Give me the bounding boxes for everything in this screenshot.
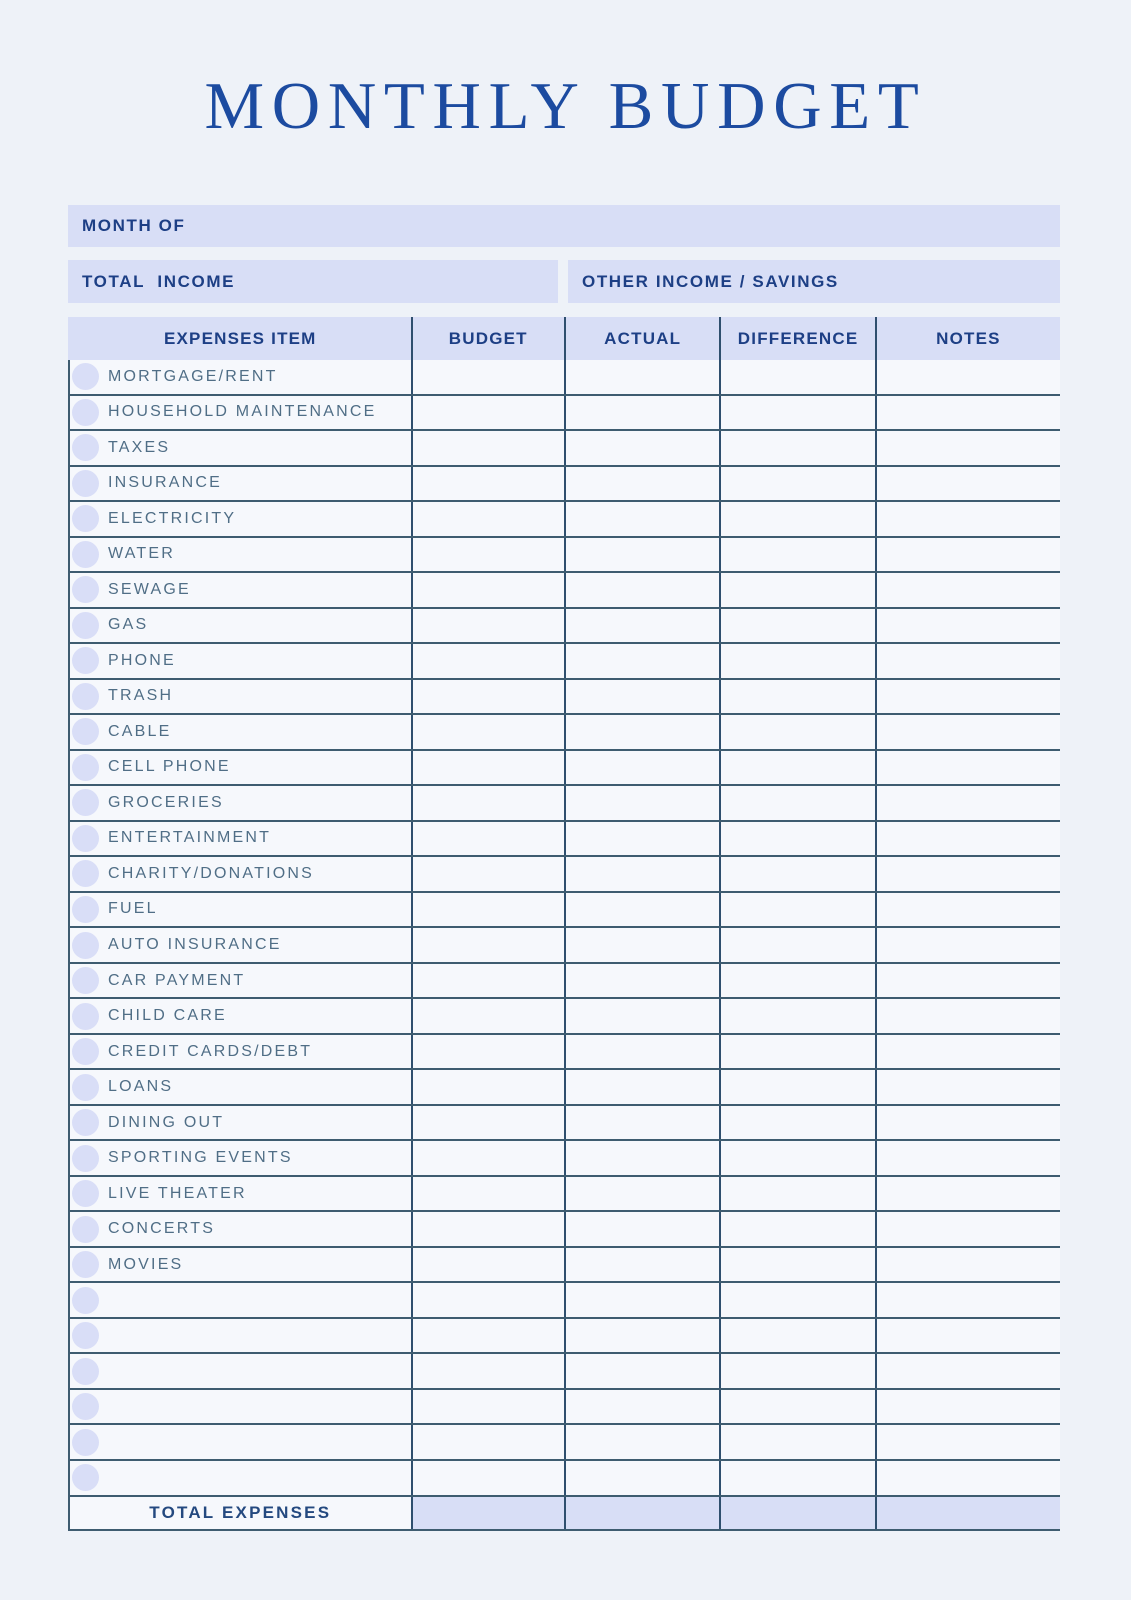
- difference-cell[interactable]: [719, 431, 874, 465]
- expense-item-label: GROCERIES: [108, 793, 224, 811]
- header-actual: ACTUAL: [564, 317, 719, 360]
- actual-cell[interactable]: [564, 431, 719, 465]
- total-income-label: TOTAL INCOME: [82, 271, 236, 291]
- difference-cell[interactable]: [719, 467, 874, 501]
- notes-cell[interactable]: [875, 502, 1060, 536]
- budget-cell[interactable]: [411, 715, 564, 749]
- expense-item-label: CREDIT CARDS/DEBT: [108, 1042, 313, 1060]
- table-row: [70, 786, 1060, 822]
- month-of-field[interactable]: [68, 205, 1060, 247]
- expense-item-cell: [70, 1212, 411, 1246]
- actual-cell[interactable]: [564, 1248, 719, 1282]
- notes-cell[interactable]: [875, 360, 1060, 394]
- notes-cell[interactable]: [875, 1177, 1060, 1211]
- notes-cell[interactable]: [875, 1035, 1060, 1069]
- difference-cell[interactable]: [719, 715, 874, 749]
- actual-cell[interactable]: [564, 1461, 719, 1495]
- difference-cell[interactable]: [719, 609, 874, 643]
- total-expenses-row: [68, 1497, 1060, 1531]
- table-row: [70, 1248, 1060, 1284]
- actual-cell[interactable]: [564, 893, 719, 927]
- budget-cell[interactable]: [411, 431, 564, 465]
- bullet-circle-icon: [72, 789, 99, 816]
- table-row: [70, 1035, 1060, 1071]
- notes-cell[interactable]: [875, 431, 1060, 465]
- difference-cell[interactable]: [719, 1212, 874, 1246]
- actual-cell[interactable]: [564, 999, 719, 1033]
- bullet-circle-icon: [72, 541, 99, 568]
- expenses-table: [68, 317, 1060, 1531]
- difference-cell[interactable]: [719, 822, 874, 856]
- difference-cell[interactable]: [719, 573, 874, 607]
- difference-cell[interactable]: [719, 1070, 874, 1104]
- bullet-circle-icon: [72, 1251, 99, 1278]
- notes-cell[interactable]: [875, 573, 1060, 607]
- actual-cell[interactable]: [564, 573, 719, 607]
- difference-cell[interactable]: [719, 502, 874, 536]
- table-row: [70, 893, 1060, 929]
- bullet-circle-icon: [72, 967, 99, 994]
- bullet-circle-icon: [72, 1038, 99, 1065]
- expense-item-cell: [70, 928, 411, 962]
- notes-cell[interactable]: [875, 715, 1060, 749]
- table-row: [70, 573, 1060, 609]
- budget-cell[interactable]: [411, 1035, 564, 1069]
- expense-item-cell: [70, 1106, 411, 1140]
- difference-cell[interactable]: [719, 1141, 874, 1175]
- expense-item-label: LIVE THEATER: [108, 1184, 247, 1202]
- difference-cell[interactable]: [719, 1106, 874, 1140]
- expense-item-label: SPORTING EVENTS: [108, 1149, 293, 1167]
- expense-item-label: LOANS: [108, 1078, 174, 1096]
- bullet-circle-icon: [72, 470, 99, 497]
- header-budget: BUDGET: [411, 317, 564, 360]
- table-row: [70, 1354, 1060, 1390]
- table-row: [70, 467, 1060, 503]
- total-income-field[interactable]: [68, 260, 558, 303]
- page-title: MONTHLY BUDGET: [204, 69, 927, 143]
- expense-item-label: ENTERTAINMENT: [108, 829, 272, 847]
- expense-item-cell: [70, 786, 411, 820]
- expense-item-label: MOVIES: [108, 1255, 184, 1273]
- expense-item-cell: [70, 1319, 411, 1353]
- table-row: [70, 964, 1060, 1000]
- table-row: [70, 609, 1060, 645]
- actual-cell[interactable]: [564, 822, 719, 856]
- notes-cell[interactable]: [875, 1319, 1060, 1353]
- difference-cell[interactable]: [719, 964, 874, 998]
- budget-cell[interactable]: [411, 467, 564, 501]
- expense-item-cell: [70, 467, 411, 501]
- table-row: [70, 999, 1060, 1035]
- bullet-circle-icon: [72, 1287, 99, 1314]
- budget-cell[interactable]: [411, 360, 564, 394]
- actual-cell[interactable]: [564, 1425, 719, 1459]
- budget-cell[interactable]: [411, 928, 564, 962]
- budget-cell[interactable]: [411, 609, 564, 643]
- bullet-circle-icon: [72, 1074, 99, 1101]
- actual-cell[interactable]: [564, 857, 719, 891]
- budget-cell[interactable]: [411, 396, 564, 430]
- budget-cell[interactable]: [411, 538, 564, 572]
- notes-cell[interactable]: [875, 964, 1060, 998]
- actual-cell[interactable]: [564, 1319, 719, 1353]
- actual-cell[interactable]: [564, 786, 719, 820]
- bullet-circle-icon: [72, 399, 99, 426]
- expense-item-cell: [70, 822, 411, 856]
- month-of-label: MONTH OF: [82, 216, 186, 235]
- bullet-circle-icon: [72, 1180, 99, 1207]
- table-row: [70, 1177, 1060, 1213]
- table-row: [70, 502, 1060, 538]
- table-row: [70, 1390, 1060, 1426]
- expense-item-label: TAXES: [108, 438, 171, 456]
- notes-cell[interactable]: [875, 538, 1060, 572]
- actual-cell[interactable]: [564, 1106, 719, 1140]
- bullet-circle-icon: [72, 825, 99, 852]
- budget-cell[interactable]: [411, 822, 564, 856]
- expense-item-cell: [70, 715, 411, 749]
- difference-cell[interactable]: [719, 786, 874, 820]
- expense-item-label: MORTGAGE/RENT: [108, 367, 278, 385]
- actual-cell[interactable]: [564, 964, 719, 998]
- table-row: [70, 1425, 1060, 1461]
- bullet-circle-icon: [72, 1393, 99, 1420]
- difference-cell[interactable]: [719, 751, 874, 785]
- difference-cell[interactable]: [719, 1354, 874, 1388]
- difference-cell[interactable]: [719, 1035, 874, 1069]
- expense-item-cell: [70, 751, 411, 785]
- expense-item-cell: [70, 1425, 411, 1459]
- budget-cell[interactable]: [411, 1283, 564, 1317]
- difference-cell[interactable]: [719, 857, 874, 891]
- header-notes: NOTES: [875, 317, 1060, 360]
- actual-cell[interactable]: [564, 1070, 719, 1104]
- difference-cell[interactable]: [719, 680, 874, 714]
- expense-item-cell: [70, 680, 411, 714]
- actual-cell[interactable]: [564, 360, 719, 394]
- budget-cell[interactable]: [411, 1461, 564, 1495]
- expense-item-cell: [70, 1177, 411, 1211]
- table-row: [70, 644, 1060, 680]
- table-row: [70, 1212, 1060, 1248]
- actual-cell[interactable]: [564, 680, 719, 714]
- notes-cell[interactable]: [875, 467, 1060, 501]
- actual-cell[interactable]: [564, 1035, 719, 1069]
- expense-item-label: GAS: [108, 616, 149, 634]
- notes-cell[interactable]: [875, 928, 1060, 962]
- bullet-circle-icon: [72, 434, 99, 461]
- expense-item-label: CONCERTS: [108, 1220, 216, 1238]
- notes-cell[interactable]: [875, 609, 1060, 643]
- actual-cell[interactable]: [564, 538, 719, 572]
- budget-cell[interactable]: [411, 1106, 564, 1140]
- difference-cell[interactable]: [719, 928, 874, 962]
- bullet-circle-icon: [72, 612, 99, 639]
- notes-cell[interactable]: [875, 680, 1060, 714]
- expense-item-label: AUTO INSURANCE: [108, 936, 282, 953]
- difference-cell[interactable]: [719, 893, 874, 927]
- bullet-circle-icon: [72, 896, 99, 923]
- budget-cell[interactable]: [411, 1070, 564, 1104]
- bullet-circle-icon: [72, 754, 99, 781]
- header-difference: DIFFERENCE: [719, 317, 874, 360]
- actual-cell[interactable]: [564, 1141, 719, 1175]
- table-body: [68, 360, 1060, 1497]
- budget-cell[interactable]: [411, 751, 564, 785]
- expense-item-cell: [70, 1141, 411, 1175]
- notes-cell[interactable]: [875, 822, 1060, 856]
- table-row: [70, 1461, 1060, 1497]
- bullet-circle-icon: [72, 1145, 99, 1172]
- table-row: [70, 857, 1060, 893]
- bullet-circle-icon: [72, 647, 99, 674]
- expense-item-cell: [70, 644, 411, 678]
- other-income-savings-label: OTHER INCOME / SAVINGS: [582, 271, 839, 291]
- expense-item-label: ELECTRICITY: [108, 509, 237, 527]
- bullet-circle-icon: [72, 932, 99, 959]
- actual-cell[interactable]: [564, 396, 719, 430]
- expense-item-cell: [70, 964, 411, 998]
- expense-item-label: INSURANCE: [108, 474, 223, 492]
- difference-cell[interactable]: [719, 1177, 874, 1211]
- total-notes-cell[interactable]: [875, 1497, 1060, 1529]
- table-row: [70, 1319, 1060, 1355]
- actual-cell[interactable]: [564, 1212, 719, 1246]
- budget-cell[interactable]: [411, 893, 564, 927]
- difference-cell[interactable]: [719, 1283, 874, 1317]
- expense-item-cell: [70, 502, 411, 536]
- table-row: [70, 751, 1060, 787]
- budget-cell[interactable]: [411, 1177, 564, 1211]
- bullet-circle-icon: [72, 683, 99, 710]
- notes-cell[interactable]: [875, 786, 1060, 820]
- bullet-circle-icon: [72, 363, 99, 390]
- table-row: [70, 538, 1060, 574]
- actual-cell[interactable]: [564, 467, 719, 501]
- bullet-circle-icon: [72, 718, 99, 745]
- bullet-circle-icon: [72, 1216, 99, 1243]
- table-row: [70, 360, 1060, 396]
- expense-item-cell: [70, 609, 411, 643]
- budget-cell[interactable]: [411, 680, 564, 714]
- expense-item-cell: [70, 1461, 411, 1495]
- expense-item-label: CAR PAYMENT: [108, 971, 246, 989]
- budget-cell[interactable]: [411, 1141, 564, 1175]
- difference-cell[interactable]: [719, 1248, 874, 1282]
- bullet-circle-icon: [72, 505, 99, 532]
- notes-cell[interactable]: [875, 1283, 1060, 1317]
- bullet-circle-icon: [72, 1322, 99, 1349]
- expense-item-cell: [70, 1035, 411, 1069]
- budget-cell[interactable]: [411, 1248, 564, 1282]
- difference-cell[interactable]: [719, 396, 874, 430]
- actual-cell[interactable]: [564, 1177, 719, 1211]
- total-actual-cell[interactable]: [564, 1497, 719, 1529]
- notes-cell[interactable]: [875, 1248, 1060, 1282]
- expense-item-label: SEWAGE: [108, 580, 191, 598]
- total-expenses-label: TOTAL EXPENSES: [149, 1502, 332, 1522]
- actual-cell[interactable]: [564, 609, 719, 643]
- bullet-circle-icon: [72, 1358, 99, 1385]
- other-income-savings-field[interactable]: [568, 260, 1060, 303]
- expense-item-label: CELL PHONE: [108, 758, 231, 776]
- expense-item-cell: [70, 893, 411, 927]
- expense-item-label: CHILD CARE: [108, 1007, 227, 1025]
- budget-cell[interactable]: [411, 964, 564, 998]
- expense-item-cell: [70, 573, 411, 607]
- table-row: [70, 1106, 1060, 1142]
- actual-cell[interactable]: [564, 1354, 719, 1388]
- expense-item-cell: [70, 857, 411, 891]
- notes-cell[interactable]: [875, 1354, 1060, 1388]
- table-row: [70, 396, 1060, 432]
- difference-cell[interactable]: [719, 1425, 874, 1459]
- difference-cell[interactable]: [719, 644, 874, 678]
- budget-cell[interactable]: [411, 1319, 564, 1353]
- expense-item-label: HOUSEHOLD MAINTENANCE: [108, 403, 377, 421]
- budget-cell[interactable]: [411, 1425, 564, 1459]
- expense-item-cell: [70, 396, 411, 430]
- notes-cell[interactable]: [875, 1212, 1060, 1246]
- table-row: [70, 715, 1060, 751]
- expense-item-cell: [70, 1390, 411, 1424]
- budget-cell[interactable]: [411, 999, 564, 1033]
- budget-cell[interactable]: [411, 573, 564, 607]
- actual-cell[interactable]: [564, 1390, 719, 1424]
- table-row: [70, 1070, 1060, 1106]
- notes-cell[interactable]: [875, 1070, 1060, 1104]
- expense-item-label: TRASH: [108, 687, 174, 705]
- difference-cell[interactable]: [719, 1390, 874, 1424]
- actual-cell[interactable]: [564, 644, 719, 678]
- notes-cell[interactable]: [875, 1141, 1060, 1175]
- table-row: [70, 680, 1060, 716]
- notes-cell[interactable]: [875, 999, 1060, 1033]
- actual-cell[interactable]: [564, 751, 719, 785]
- total-expenses-label-cell: [70, 1497, 411, 1529]
- bullet-circle-icon: [72, 576, 99, 603]
- notes-cell[interactable]: [875, 644, 1060, 678]
- difference-cell[interactable]: [719, 1319, 874, 1353]
- actual-cell[interactable]: [564, 928, 719, 962]
- actual-cell[interactable]: [564, 502, 719, 536]
- expense-item-cell: [70, 1248, 411, 1282]
- bullet-circle-icon: [72, 1003, 99, 1030]
- budget-cell[interactable]: [411, 857, 564, 891]
- expense-item-cell: [70, 360, 411, 394]
- expense-item-label: FUEL: [108, 900, 158, 918]
- actual-cell[interactable]: [564, 1283, 719, 1317]
- notes-cell[interactable]: [875, 751, 1060, 785]
- expense-item-label: CABLE: [108, 722, 172, 740]
- difference-cell[interactable]: [719, 538, 874, 572]
- table-header-row: [68, 317, 1060, 360]
- difference-cell[interactable]: [719, 360, 874, 394]
- notes-cell[interactable]: [875, 857, 1060, 891]
- budget-cell[interactable]: [411, 502, 564, 536]
- bullet-circle-icon: [72, 1109, 99, 1136]
- notes-cell[interactable]: [875, 1425, 1060, 1459]
- notes-cell[interactable]: [875, 1461, 1060, 1495]
- expense-item-cell: [70, 999, 411, 1033]
- budget-cell[interactable]: [411, 644, 564, 678]
- expense-item-cell: [70, 431, 411, 465]
- total-difference-cell[interactable]: [719, 1497, 874, 1529]
- budget-cell[interactable]: [411, 1212, 564, 1246]
- budget-cell[interactable]: [411, 1390, 564, 1424]
- total-budget-cell[interactable]: [411, 1497, 564, 1529]
- bullet-circle-icon: [72, 1429, 99, 1456]
- header-expenses-item: EXPENSES ITEM: [163, 328, 317, 348]
- notes-cell[interactable]: [875, 396, 1060, 430]
- expense-item-label: CHARITY/DONATIONS: [108, 864, 315, 882]
- bullet-circle-icon: [72, 860, 99, 887]
- budget-cell[interactable]: [411, 1354, 564, 1388]
- expense-item-cell: [70, 1354, 411, 1388]
- expense-item-label: PHONE: [108, 651, 176, 669]
- expense-item-label: DINING OUT: [108, 1113, 225, 1131]
- difference-cell[interactable]: [719, 999, 874, 1033]
- notes-cell[interactable]: [875, 893, 1060, 927]
- budget-cell[interactable]: [411, 786, 564, 820]
- notes-cell[interactable]: [875, 1390, 1060, 1424]
- actual-cell[interactable]: [564, 715, 719, 749]
- table-row: [70, 822, 1060, 858]
- expense-item-cell: [70, 1070, 411, 1104]
- expense-item-cell: [70, 1283, 411, 1317]
- table-row: [70, 1283, 1060, 1319]
- table-row: [70, 431, 1060, 467]
- difference-cell[interactable]: [719, 1461, 874, 1495]
- expense-item-label: WATER: [108, 545, 175, 563]
- notes-cell[interactable]: [875, 1106, 1060, 1140]
- table-row: [70, 928, 1060, 964]
- bullet-circle-icon: [72, 1464, 99, 1491]
- expense-item-cell: [70, 538, 411, 572]
- table-row: [70, 1141, 1060, 1177]
